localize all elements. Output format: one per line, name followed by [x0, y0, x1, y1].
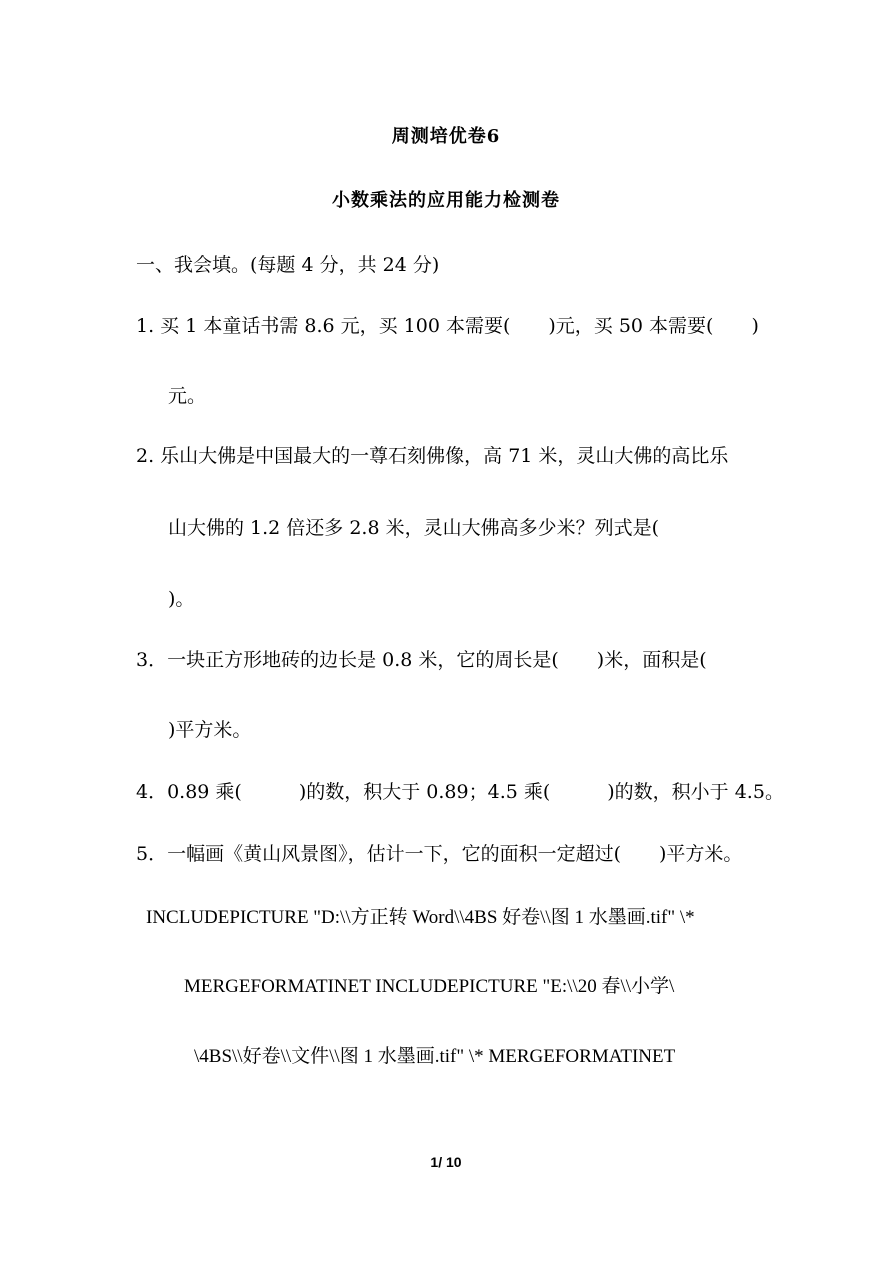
field-code-line-1: INCLUDEPICTURE "D:\\方正转 Word\\4BS 好卷\\图 1 水墨画.tif" \*	[146, 907, 695, 928]
page-subtitle: 小数乘法的应用能力检测卷	[332, 190, 560, 211]
question-2-line-1: 2. 乐山大佛是中国最大的一尊石刻佛像，高 71 米，灵山大佛的高比乐	[136, 445, 729, 467]
question-2-line-2: 山大佛的 1.2 倍还多 2.8 米，灵山大佛高多少米？列式是(	[168, 517, 660, 539]
question-3-line-2: )平方米。	[168, 719, 252, 741]
question-2-line-3: )。	[168, 588, 195, 610]
question-5-line-1: 5．一幅画《黄山风景图》，估计一下，它的面积一定超过( )平方米。	[136, 843, 743, 865]
question-1-line-2: 元。	[168, 385, 207, 407]
section-heading: 一、我会填。(每题 4 分，共 24 分)	[136, 254, 440, 276]
page-title: 周测培优卷6	[391, 126, 501, 147]
page-number: 1/ 10	[430, 1154, 462, 1170]
question-3-line-1: 3．一块正方形地砖的边长是 0.8 米，它的周长是( )米，面积是(	[136, 649, 707, 671]
question-1-line-1: 1. 买 1 本童话书需 8.6 元，买 100 本需要( )元，买 50 本需要( )	[136, 315, 759, 337]
field-code-line-3: \4BS\\好卷\\文件\\图 1 水墨画.tif" \* MERGEFORMATINET	[194, 1046, 676, 1067]
field-code-line-2: MERGEFORMATINET INCLUDEPICTURE "E:\\20 春\\小学\	[184, 976, 675, 997]
question-4-line-1: 4．0.89 乘( )的数，积大于 0.89；4.5 乘( )的数，积小于 4.5。	[136, 781, 784, 803]
